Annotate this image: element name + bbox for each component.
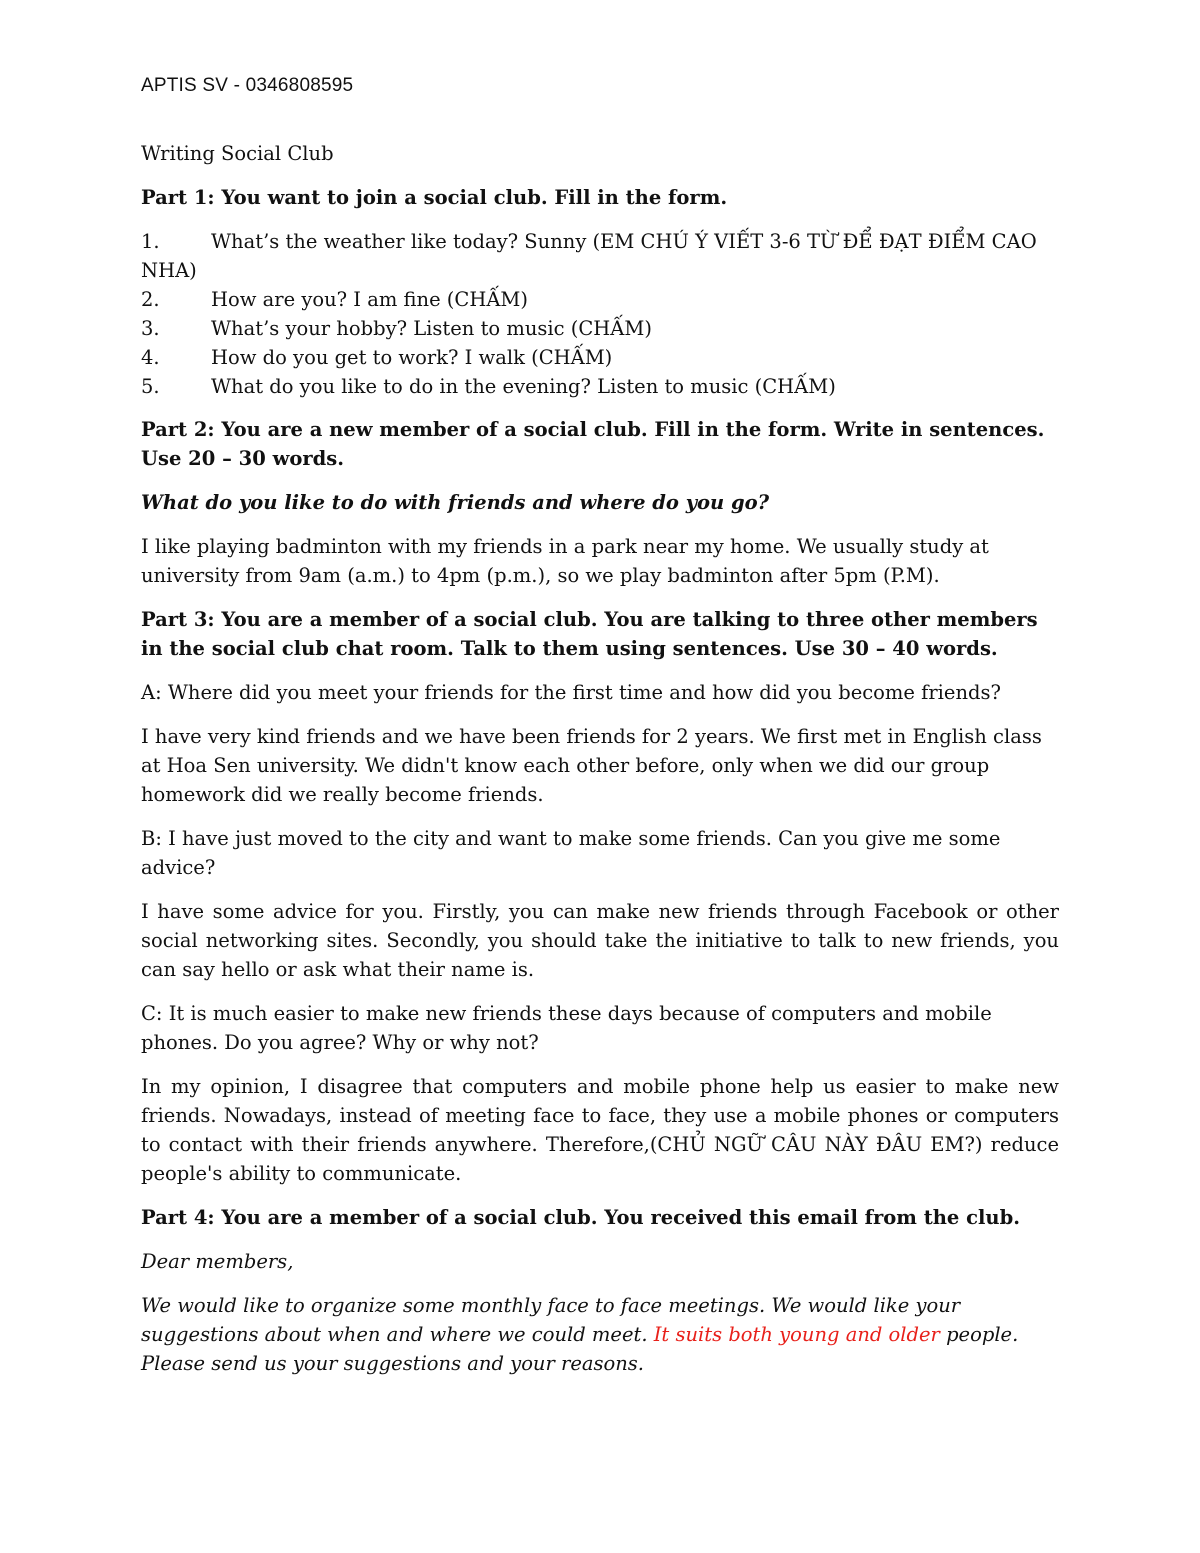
list-item — [141, 314, 1059, 343]
part1-heading: Part 1: You want to join a social club. Fill in the form. — [141, 186, 728, 209]
part1-list — [141, 227, 1059, 401]
email-greeting: Dear members, — [141, 1250, 294, 1273]
list-item-text: What’s the weather like today? Sunny (EM CHÚ Ý VIẾT 3-6 TỪ ĐỂ ĐẠT ĐIỂM CAO NHA) — [141, 230, 1037, 282]
list-item-number: 1. — [141, 230, 160, 253]
list-item — [141, 372, 1059, 401]
list-item — [141, 227, 1059, 285]
list-item-text: How do you get to work? I walk (CHẤM) — [211, 346, 613, 369]
part2-heading: Part 2: You are a new member of a social club. Fill in the form. Write in sentences. Use 20 – 30 words. — [141, 418, 1045, 470]
email-body-start: We would like to organize some monthly face to face meetings. We would like your suggestions about when and where we could meet. — [141, 1294, 961, 1346]
list-item-text: What’s your hobby? Listen to music (CHẤM) — [211, 317, 652, 340]
page-header: APTIS SV - 0346808595 — [141, 75, 354, 96]
part3-heading: Part 3: You are a member of a social club. You are talking to three other members in the social club chat room. Talk to them using sentences. Use 30 – 40 words. — [141, 608, 1038, 660]
part2-question: What do you like to do with friends and where do you go? — [141, 491, 770, 514]
part3-question-c: C: It is much easier to make new friends these days because of computers and mobile phones. Do you agree? Why or why not? — [141, 1002, 992, 1054]
document-title: Writing Social Club — [141, 142, 334, 165]
list-item-number: 3. — [141, 317, 160, 340]
email-highlight: It suits both young and older — [653, 1323, 940, 1346]
document-page — [141, 72, 1059, 1393]
list-item — [141, 285, 1059, 314]
list-item-text: How are you? I am fine (CHẤM) — [211, 288, 528, 311]
email-body-end: people. Please send us your suggestions and your reasons. — [141, 1323, 1019, 1375]
part4-heading: Part 4: You are a member of a social club. You received this email from the club. — [141, 1206, 1020, 1229]
list-item-number: 2. — [141, 288, 160, 311]
list-item — [141, 343, 1059, 372]
email-body — [141, 1291, 1059, 1378]
part2-answer: I like playing badminton with my friends in a park near my home. We usually study at university from 9am (a.m.) to 4pm (p.m.), so we play badminton after 5pm (P.M). — [141, 535, 989, 587]
part3-answer-a: I have very kind friends and we have been friends for 2 years. We first met in English class at Hoa Sen university. We didn't know each other before, only when we did our group homework did we really become friends. — [141, 725, 1042, 806]
list-item-number: 4. — [141, 346, 160, 369]
part3-answer-c: In my opinion, I disagree that computers and mobile phone help us easier to make new friends. Nowadays, instead of meeting face to face, they use a mobile phones or computers to contact with their friends anywhere. Therefore,(CHỦ NGỮ CÂU NÀY ĐÂU EM?) reduce people's ability to communicate. — [141, 1075, 1059, 1185]
list-item-number: 5. — [141, 375, 160, 398]
part3-question-b: B: I have just moved to the city and want to make some friends. Can you give me some advice? — [141, 827, 1001, 879]
list-item-text: What do you like to do in the evening? Listen to music (CHẤM) — [211, 375, 836, 398]
part3-question-a: A: Where did you meet your friends for the first time and how did you become friends? — [141, 681, 1001, 704]
part3-answer-b: I have some advice for you. Firstly, you can make new friends through Facebook or other social networking sites. Secondly, you should take the initiative to talk to new friends, you can say hello or ask what their name is. — [141, 900, 1059, 981]
